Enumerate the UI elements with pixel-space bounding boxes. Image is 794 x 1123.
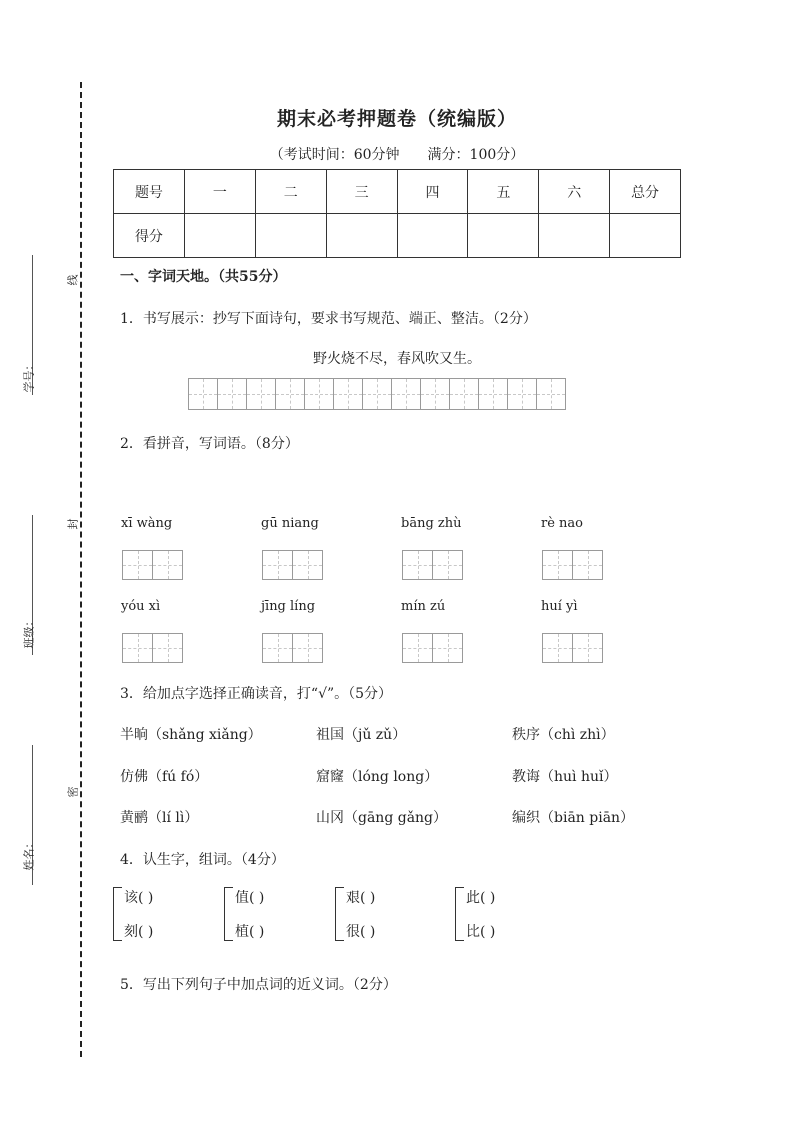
q2-pinyin: xī wàng: [121, 516, 173, 531]
binding-dashed-line: [80, 82, 82, 1057]
score-input-cell[interactable]: [184, 214, 255, 258]
q4-text: 4．认生字，组词。（4分）: [120, 852, 285, 868]
exam-time: （考试时间：60分钟: [269, 147, 400, 163]
exam-info: [0, 144, 794, 164]
q2-answer-box[interactable]: [542, 550, 602, 580]
grid-cell[interactable]: [420, 378, 450, 410]
q3-item[interactable]: 编织（biān piān）: [512, 810, 635, 826]
score-table-score-row: [114, 214, 681, 258]
q4-pair[interactable]: 该( ): [124, 890, 154, 906]
q3-item[interactable]: 黄鹂（lí lì）: [120, 810, 199, 826]
q2-pinyin: gū niang: [261, 516, 319, 531]
grid-cell[interactable]: [572, 633, 603, 663]
score-header-cell: 二: [255, 170, 326, 214]
grid-cell[interactable]: [542, 550, 573, 580]
q2-answer-box[interactable]: [262, 550, 322, 580]
grid-cell[interactable]: [536, 378, 566, 410]
grid-cell[interactable]: [542, 633, 573, 663]
q2-pinyin: yóu xì: [121, 599, 161, 614]
q2-answer-box[interactable]: [122, 550, 182, 580]
score-header-cell: 五: [468, 170, 539, 214]
q3-item[interactable]: 仿佛（fú fó）: [120, 769, 209, 785]
q4-pair[interactable]: 很( ): [346, 924, 376, 940]
q2-pinyin: huí yì: [541, 599, 578, 614]
brace-icon: [113, 887, 122, 941]
q5-text: 5．写出下列句子中加点词的近义词。（2分）: [120, 977, 397, 993]
q2-pinyin: jīng líng: [261, 599, 316, 614]
q2-answer-box[interactable]: [542, 633, 602, 663]
seal-secret-text: 密: [66, 786, 80, 798]
grid-cell[interactable]: [432, 550, 463, 580]
grid-cell[interactable]: [478, 378, 508, 410]
grid-cell[interactable]: [152, 633, 183, 663]
grid-cell[interactable]: [262, 550, 293, 580]
brace-icon: [224, 887, 233, 941]
grid-cell[interactable]: [572, 550, 603, 580]
class-label: 班级：: [22, 615, 36, 649]
q2-pinyin: rè nao: [541, 516, 583, 531]
q2-answer-box[interactable]: [262, 633, 322, 663]
score-header-cell: 一: [184, 170, 255, 214]
q2-answer-box[interactable]: [122, 633, 182, 663]
score-input-cell[interactable]: [468, 214, 539, 258]
score-header-cell: 总分: [610, 170, 681, 214]
q2-answer-box[interactable]: [402, 633, 462, 663]
brace-icon: [455, 887, 464, 941]
grid-cell[interactable]: [304, 378, 334, 410]
score-table: [113, 169, 681, 258]
score-header-cell: 四: [397, 170, 468, 214]
grid-cell[interactable]: [292, 633, 323, 663]
grid-cell[interactable]: [432, 633, 463, 663]
q3-text: 3．给加点字选择正确读音，打“√”。（5分）: [120, 686, 393, 702]
score-table-header-row: [114, 170, 681, 214]
grid-cell[interactable]: [391, 378, 421, 410]
seal-seal-text: 封: [66, 518, 80, 530]
page-title: 期末必考押题卷（统编版）: [276, 108, 517, 130]
score-input-cell[interactable]: [610, 214, 681, 258]
grid-cell[interactable]: [449, 378, 479, 410]
q4-pair[interactable]: 此( ): [466, 890, 496, 906]
q2-pinyin: bāng zhù: [401, 516, 462, 531]
q3-item[interactable]: 秩序（chì zhì）: [512, 727, 615, 743]
name-label: 姓名：: [22, 837, 36, 871]
score-input-cell[interactable]: [397, 214, 468, 258]
exam-full-score: 满分：100分）: [427, 147, 525, 163]
q4-pair[interactable]: 植( ): [235, 924, 265, 940]
grid-cell[interactable]: [217, 378, 247, 410]
grid-cell[interactable]: [122, 550, 153, 580]
q2-text: 2．看拼音，写词语。（8分）: [120, 436, 299, 452]
grid-cell[interactable]: [188, 378, 218, 410]
student-no-label: 学号：: [22, 359, 36, 393]
q1-text: 1．书写展示：抄写下面诗句，要求书写规范、端正、整洁。（2分）: [120, 311, 537, 327]
q4-group: [113, 887, 153, 941]
grid-cell[interactable]: [275, 378, 305, 410]
q4-group: [335, 887, 375, 941]
score-input-cell[interactable]: [539, 214, 610, 258]
score-header-cell: 六: [539, 170, 610, 214]
q2-pinyin: mín zú: [401, 599, 446, 614]
q3-item[interactable]: 窟窿（lóng long）: [316, 769, 439, 785]
q1-writing-grid[interactable]: [188, 378, 565, 410]
section1-heading: 一、字词天地。（共55分）: [120, 269, 287, 285]
grid-cell[interactable]: [402, 550, 433, 580]
grid-cell[interactable]: [333, 378, 363, 410]
q3-item[interactable]: 教诲（huì huǐ）: [512, 769, 618, 785]
q4-group: [455, 887, 495, 941]
q3-item[interactable]: 山冈（gāng gǎng）: [316, 810, 448, 826]
grid-cell[interactable]: [292, 550, 323, 580]
q4-pair[interactable]: 比( ): [466, 924, 496, 940]
score-row-label: 得分: [114, 214, 185, 258]
score-header-cell: 三: [326, 170, 397, 214]
q4-group: [224, 887, 264, 941]
q4-pair[interactable]: 艰( ): [346, 890, 376, 906]
score-input-cell[interactable]: [255, 214, 326, 258]
grid-cell[interactable]: [402, 633, 433, 663]
grid-cell[interactable]: [152, 550, 183, 580]
grid-cell[interactable]: [362, 378, 392, 410]
score-header-cell: 题号: [114, 170, 185, 214]
q4-pair[interactable]: 刻( ): [124, 924, 154, 940]
q3-item[interactable]: 祖国（jǔ zǔ）: [316, 727, 407, 743]
brace-icon: [335, 887, 344, 941]
q2-answer-box[interactable]: [402, 550, 462, 580]
score-input-cell[interactable]: [326, 214, 397, 258]
grid-cell[interactable]: [507, 378, 537, 410]
q3-item[interactable]: 半晌（shǎng xiǎng）: [120, 727, 262, 743]
grid-cell[interactable]: [246, 378, 276, 410]
seal-line-text: 线: [66, 274, 80, 286]
q4-pair[interactable]: 值( ): [235, 890, 265, 906]
grid-cell[interactable]: [122, 633, 153, 663]
grid-cell[interactable]: [262, 633, 293, 663]
q1-poem: 野火烧不尽，春风吹又生。: [313, 351, 481, 367]
